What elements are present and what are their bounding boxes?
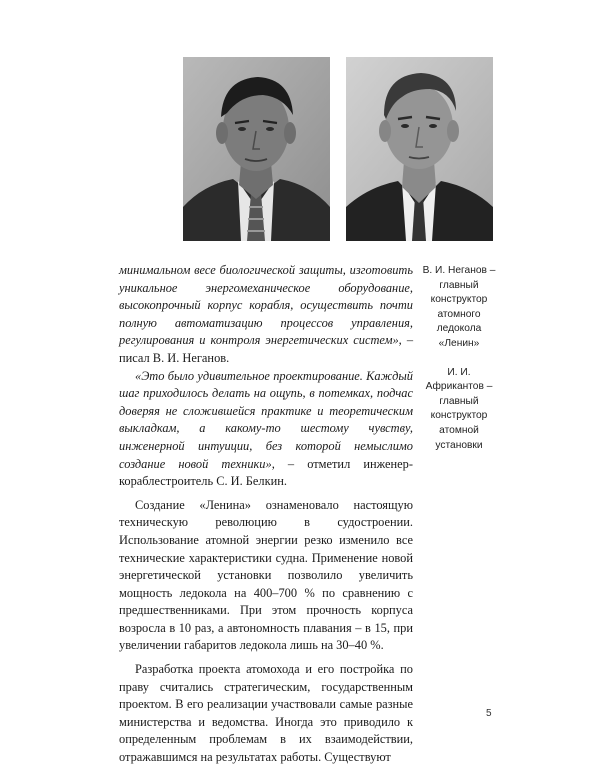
portrait-photo-afrikantov <box>346 57 493 241</box>
main-text-column <box>119 262 413 767</box>
quote-neganov: минимальном весе биологической защиты, изготовить уникальное энергомеханическое оборудование, высокопрочный корпус корабля, осуществить почти полную автоматизацию процессов управления, регулирования и контроля энергетических систем», <box>119 263 413 348</box>
attribution-belkin: – отметил инженер-кораблестроитель С. И. Белкин. <box>119 456 413 489</box>
caption-afrikantov: И. И. Африкантов – главный конструктор атомной установки <box>425 366 493 451</box>
paragraph-3: Создание «Ленина» ознаменовало настоящую техническую революцию в судостроении. Использование атомной энергии резко изменило все технические характеристики судна. Применение новой энергетической установки позволило увеличить мощность ледокола на 400–700 % по сравнению с предшественниками. При этом прочность корпуса возросла в 10 раз, а автономность плавания – в 15, при увеличении габаритов ледокола лишь на 30–40 %. <box>119 497 413 653</box>
attribution-neganov: – писал В. И. Неганов. <box>119 333 414 365</box>
portrait-photo-neganov <box>183 57 330 241</box>
side-captions <box>420 264 498 467</box>
quote-belkin: «Это было удивительное проектирование. Каждый шаг приходилось делать на ощупь, в потемках, подчас доверяя не сложившейся практике и теоретическим выкладкам, а какому-то шестому чувству, инженерной интуиции, без которой немыслимо создание новой техники», <box>119 368 413 471</box>
caption-neganov: В. И. Неганов – главный конструктор атомного ледокола «Ленин» <box>422 265 496 349</box>
paragraph-4: Разработка проекта атомохода и его постройка по праву считались стратегическим, государственным проектом. В его реализации участвовали самые разные министерства и ведомства. Иногда это приводило к определенным проблемам в их взаимодействии, отражавшимся на результатах работы. Существуют <box>119 662 413 765</box>
page-number: 5 <box>486 708 492 719</box>
portrait-image <box>346 57 493 241</box>
paragraph-1 <box>119 262 413 368</box>
portrait-image <box>183 57 330 241</box>
paragraph-2 <box>119 368 413 491</box>
